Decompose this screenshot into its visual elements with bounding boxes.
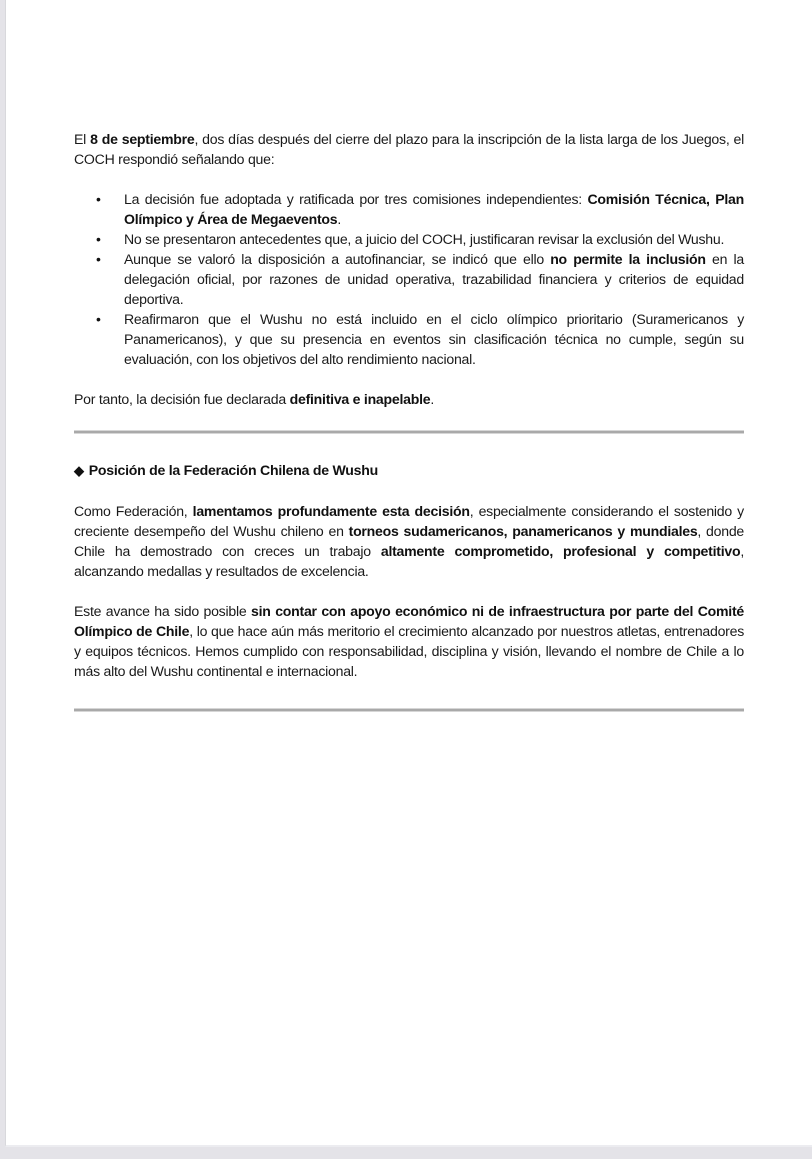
diamond-icon: ◆	[74, 463, 84, 478]
support-paragraph: Este avance ha sido posible sin contar con apoyo económico ni de infraestructura por parte del Comité Olímpico de Chile, lo que hace aún más meritorio el crecimiento alcanzado por nuestros atletas, entrenadores y equipos técnicos. Hemos cumplido con responsabilidad, disciplina y visión, llevando el nombre de Chile a lo más alto del Wushu continental e internacional.	[74, 603, 745, 679]
section-divider	[74, 708, 744, 712]
bullet-icon: •	[96, 191, 101, 207]
list-item: • Reafirmaron que el Wushu no está incluido en el ciclo olímpico prioritario (Suramericanos y Panamericanos), y que su presencia en eventos sin clasificación técnica no cumple, según su evaluación, con los objetivos del alto rendimiento nacional.	[96, 311, 744, 367]
bullet-icon: •	[96, 231, 101, 247]
conclusion-paragraph: Por tanto, la decisión fue declarada definitiva e inapelable.	[74, 391, 435, 407]
bullet-icon: •	[96, 251, 101, 267]
list-item: • La decisión fue adoptada y ratificada por tres comisiones independientes: Comisión Técnica, Plan Olímpico y Área de Megaeventos.	[96, 191, 744, 227]
list-item: • No se presentaron antecedentes que, a juicio del COCH, justificaran revisar la exclusión del Wushu.	[96, 231, 725, 247]
coch-response-list	[74, 189, 744, 369]
document-page	[5, 0, 812, 1147]
bullet-icon: •	[96, 311, 101, 327]
intro-paragraph: El 8 de septiembre, dos días después del cierre del plazo para la inscripción de la lista larga de los Juegos, el COCH respondió señalando que:	[74, 131, 744, 167]
federation-paragraph: Como Federación, lamentamos profundamente esta decisión, especialmente considerando el sostenido y creciente desempeño del Wushu chileno en torneos sudamericanos, panamericanos y mundiales, donde Chile ha demostrado con creces un trabajo altamente comprometido, profesional y competitivo, alcanzando medallas y resultados de excelencia.	[74, 503, 744, 579]
list-item: • Aunque se valoró la disposición a autofinanciar, se indicó que ello no permite la inclusión en la delegación oficial, por razones de unidad operativa, trazabilidad financiera y criterios de equidad deportiva.	[96, 251, 744, 307]
document-content	[74, 129, 744, 712]
section-heading-text: Posición de la Federación Chilena de Wushu	[88, 462, 378, 478]
section-divider	[74, 430, 744, 434]
section-heading	[74, 460, 744, 481]
intro-date: 8 de septiembre	[90, 131, 195, 147]
